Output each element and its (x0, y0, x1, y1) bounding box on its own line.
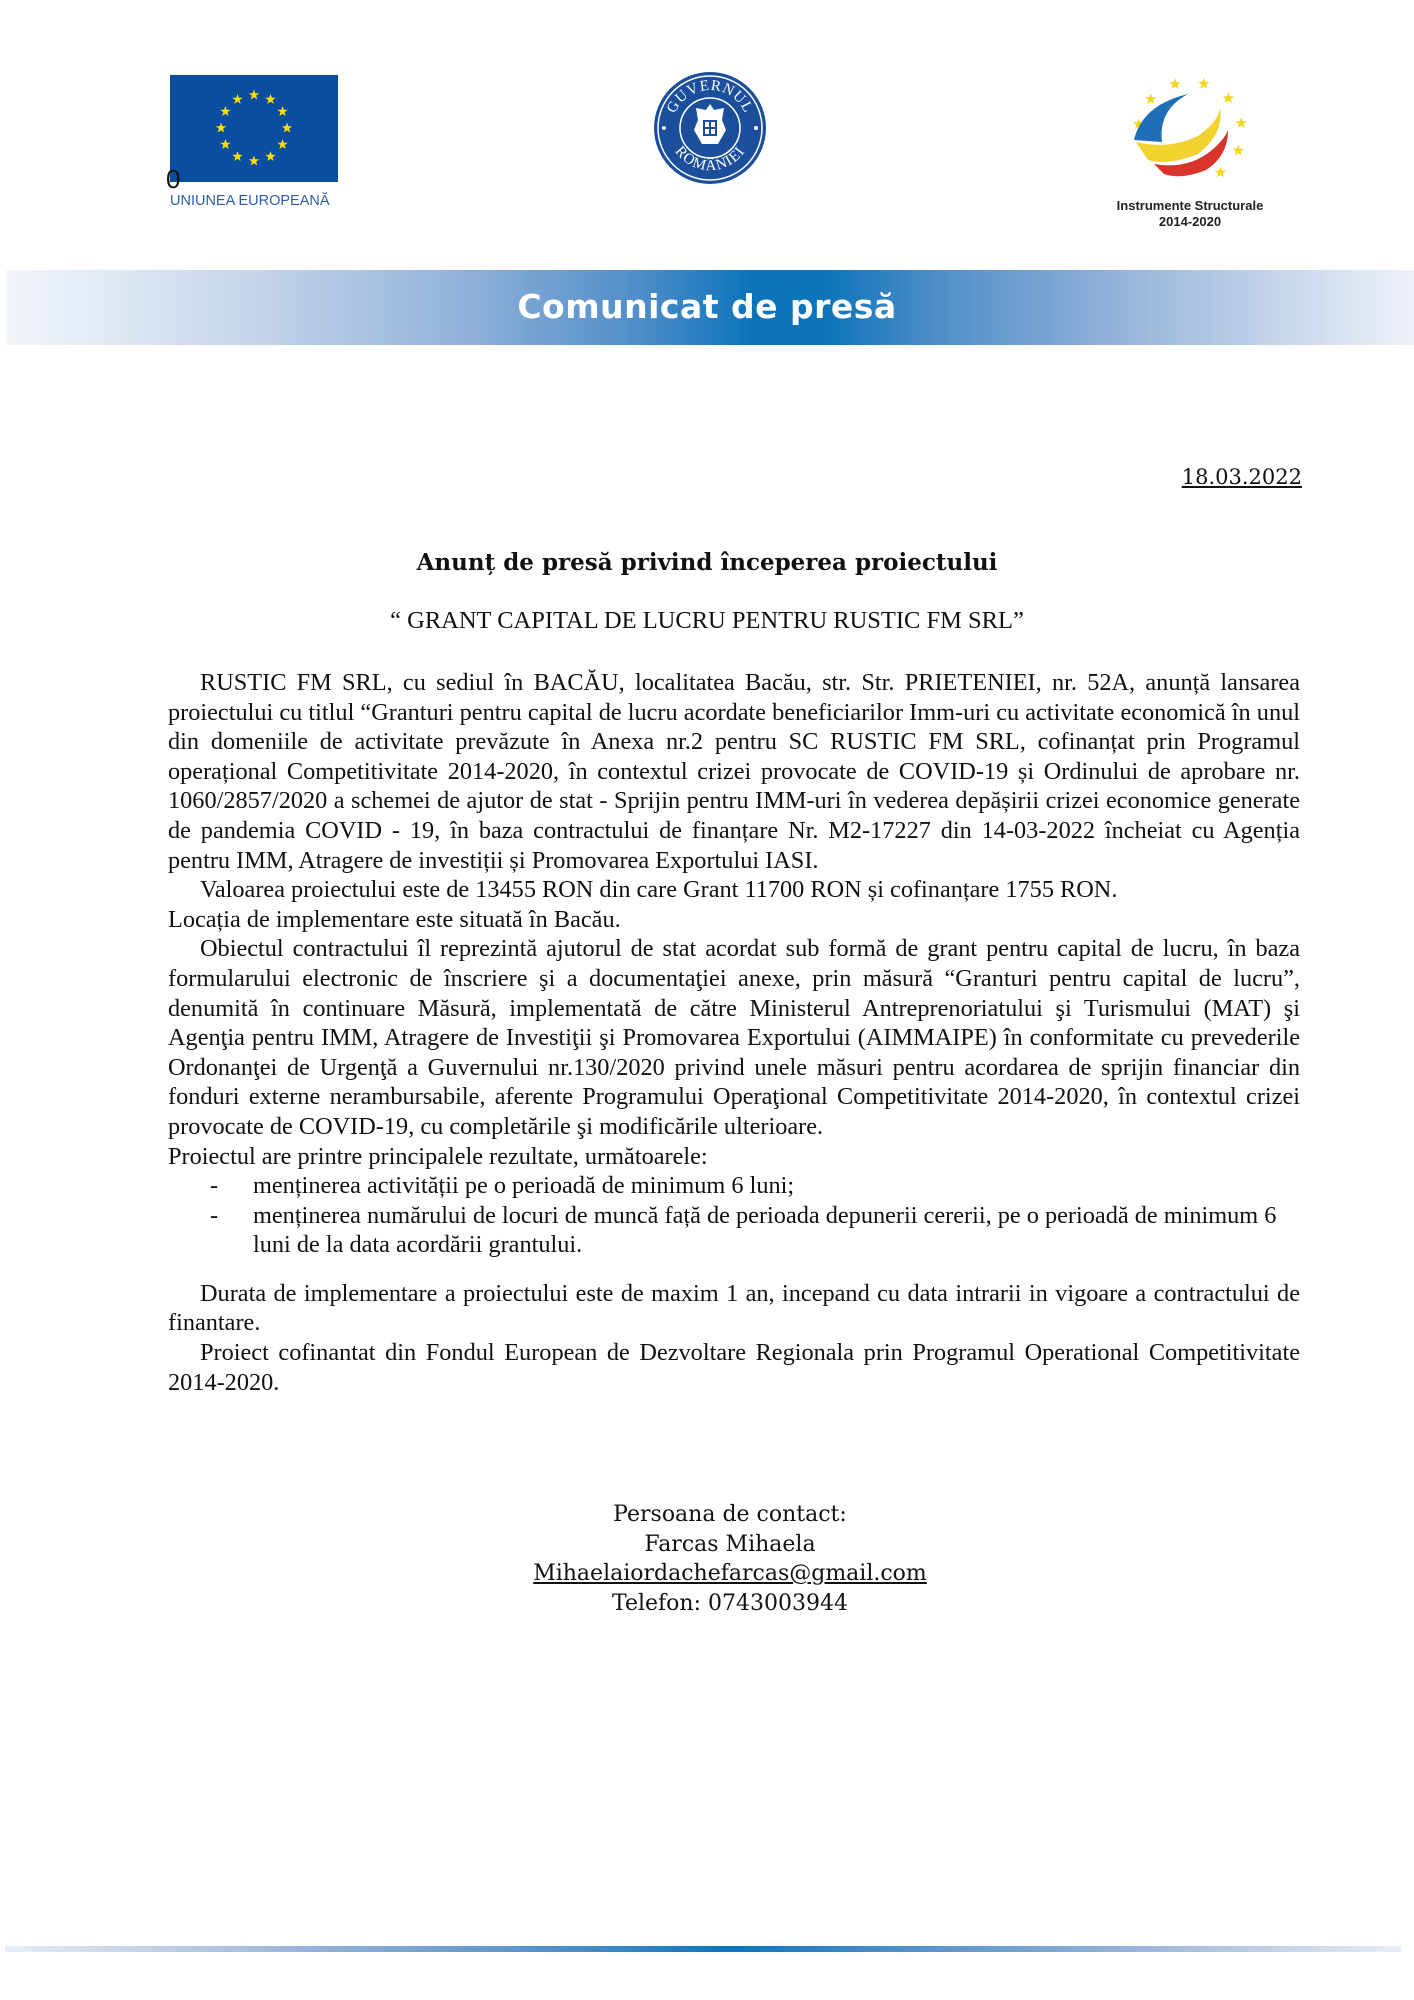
eu-star-icon (282, 123, 292, 133)
list-marker: - (210, 1201, 219, 1229)
structural-instruments-label (1080, 198, 1300, 230)
eu-star-icon (265, 94, 275, 104)
contact-block (0, 1500, 1414, 1618)
eu-star-icon (277, 106, 287, 116)
contact-name: Farcas Mihaela (644, 1531, 816, 1557)
eu-logo-label: UNIUNEA EUROPEANĂ (170, 193, 330, 209)
list-marker: - (210, 1172, 219, 1200)
document-body (168, 668, 1300, 1397)
results-list-item (168, 1201, 1300, 1260)
contact-phone: Telefon: 0743003944 (612, 1590, 848, 1616)
paragraph-funding: Proiect cofinantat din Fondul European de Dezvoltare Regionala prin Programul Operational Competitivitate 2014-2020. (168, 1339, 1300, 1396)
paragraph-intro: RUSTIC FM SRL, cu sediul în BACĂU, localitatea Bacău, str. Str. PRIETENIEI, nr. 52A, anunță lansarea proiectului cu titlul “Granturi pentru capital de lucru acordate beneficiarilor Imm-uri cu activitate economică în unul din domeniile de activitate prevăzute în Anexa nr.2 pentru SC RUSTIC FM SRL, cofinanțat prin Programul operațional Competitivitate 2014-2020, în contextul crizei provocate de COVID-19 și Ordinului de aprobare nr. 1060/2857/2020 a schemei de ajutor de stat - Sprijin pentru IMM-uri în vederea depășirii crizei economice generate de pandemia COVID - 19, în baza contractului de finanțare Nr. M2-17227 din 14-03-2022 încheiat cu Agenția pentru IMM, Atragere de investiții și Promovarea Exportului IASI. (168, 669, 1300, 874)
footer-divider (5, 1946, 1401, 1952)
results-list-item (168, 1171, 1300, 1201)
instr-star-icon (1198, 78, 1209, 89)
contact-heading: Persoana de contact: (613, 1502, 847, 1527)
paragraph-duration: Durata de implementare a proiectului este de maxim 1 an, incepand cu data intrarii in vigoare a contractului de finantare. (168, 1279, 1300, 1337)
eu-star-icon (220, 106, 230, 116)
instr-star-icon (1235, 117, 1246, 128)
eu-star-icon (232, 151, 242, 161)
banner-title: Comunicat de presă (517, 287, 897, 326)
instr-label-line2: 2014-2020 (1158, 214, 1222, 229)
result-text: menținerea numărului de locuri de muncă față de perioada depunerii cererii, pe o perioadă de minimum 6 luni de la data acordării grantului. (253, 1201, 1277, 1259)
instr-star-icon (1145, 93, 1156, 104)
eu-star-icon (265, 151, 275, 161)
paragraph-location: Locația de implementare este situată în Bacău. (168, 905, 621, 933)
seal-top-text: GUVERNUL (663, 77, 757, 116)
eu-star-icon (277, 139, 287, 149)
seal-bottom-text: ROMÂNIEI (671, 143, 749, 175)
contact-email-link[interactable]: Mihaelaiordachefarcas@gmail.com (533, 1561, 927, 1586)
document-title: Anunț de presă privind începerea proiectului (416, 549, 998, 576)
government-seal-icon (652, 70, 768, 186)
instr-label-line1: Instrumente Structurale (1116, 198, 1264, 213)
instr-star-icon (1215, 166, 1226, 177)
paragraph-results-intro: Proiectul are printre principalele rezultate, următoarele: (168, 1142, 708, 1170)
paragraph-value: Valoarea proiectului este de 13455 RON din care Grant 11700 RON și cofinanțare 1755 RON. (200, 876, 1118, 904)
eu-star-icon (232, 94, 242, 104)
eu-star-icon (249, 90, 259, 100)
paragraph-object: Obiectul contractului îl reprezintă ajutorul de stat acordat sub formă de grant pentru capital de lucru, în baza formularului electronic de înscriere şi a documentaţiei anexe, prin măsură “Granturi pentru capital de lucru”, denumită în continuare Măsură, implementată de către Ministerul Antreprenoriatului şi Turismului (MAT) şi Agenţia pentru IMM, Atragere de Investiţii şi Promovarea Exportului (AIMMAIPE) în conformitate cu prevederile Ordonanţei de Urgenţă a Guvernului nr.130/2020 privind unele măsuri pentru acordarea de sprijin financiar din fonduri externe nerambursabile, aferente Programului Operaţional Competitivitate 2014-2020, în contextul crizei provocate de COVID-19, cu completările şi modificările ulterioare. (168, 935, 1300, 1140)
eu-star-icon (216, 123, 226, 133)
eu-star-icon (249, 156, 259, 166)
eu-star-icon (220, 139, 230, 149)
instr-star-icon (1233, 145, 1244, 156)
stray-character: 0 (166, 164, 181, 194)
structural-instruments-icon (1128, 70, 1258, 192)
eu-stars-icon (170, 75, 338, 182)
document-subtitle: “ GRANT CAPITAL DE LUCRU PENTRU RUSTIC FM SRL” (390, 607, 1024, 634)
eu-flag-icon (170, 75, 338, 182)
result-text: menținerea activității pe o perioadă de minimum 6 luni; (253, 1172, 795, 1200)
instr-star-icon (1169, 78, 1180, 89)
document-date: 18.03.2022 (1181, 465, 1302, 489)
instr-star-icon (1223, 92, 1234, 103)
